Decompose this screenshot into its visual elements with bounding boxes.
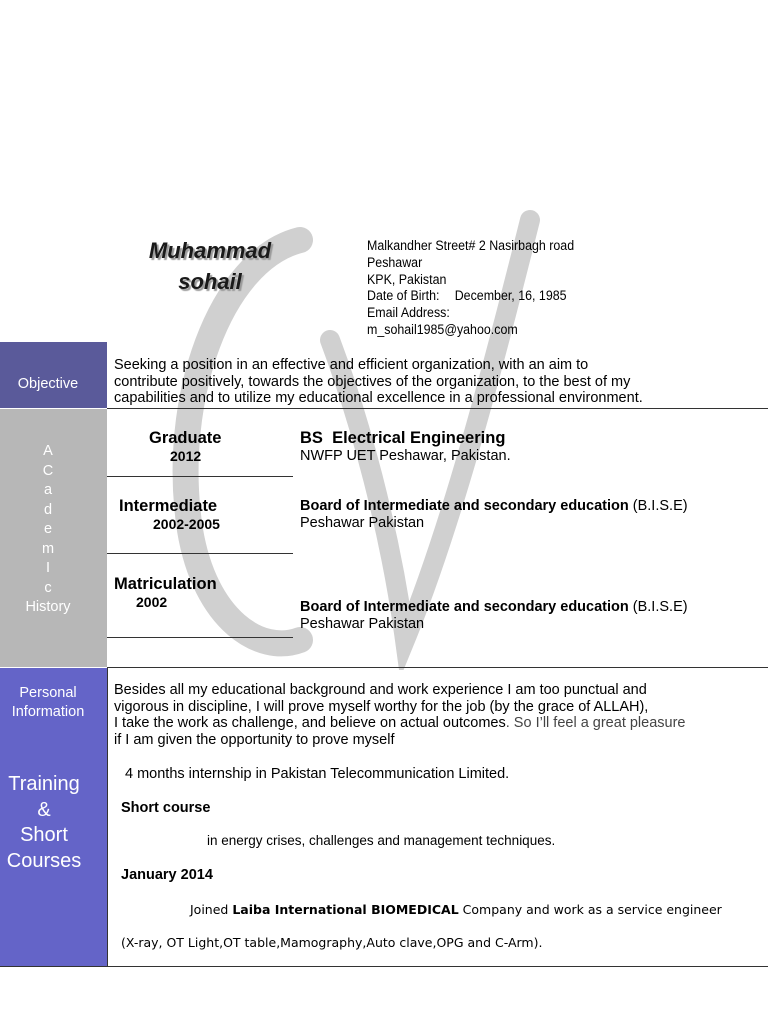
academic-letter: c [44,579,52,596]
personal-label-line-2: Information [11,704,85,720]
job-text [190,902,722,917]
objective-label: Objective [17,376,79,392]
objective-line-1: Seeking a position in an effective and efficient organization, with an aim to [114,357,589,373]
institute-intermediate: Peshawar Pakistan [300,515,425,531]
academic-letter: C [42,462,54,479]
divider [107,408,768,409]
personal-line-3b: . So I’ll feel a great pleasure [505,715,686,731]
personal-line-4: if I am given the opportunity to prove myself [114,731,395,748]
academic-letter: I [45,560,51,576]
academic-letter: d [43,501,53,518]
job-pre: Joined [190,902,233,917]
internship-text: 4 months internship in Pakistan Telecommunication Limited. [125,766,510,782]
personal-line-1: Besides all my educational background and work experience I am too punctual and [114,682,647,698]
personal-line-3a: I take the work as challenge, and believe on actual outcomes [114,715,506,731]
board-name-intermediate: Board of Intermediate and secondary education [300,498,629,514]
academic-letter: m [41,540,55,557]
job-post: Company and work as a service engineer [458,902,722,917]
personal-line-2: vigorous in discipline, I will prove myself worthy for the job (by the grace of ALLAH), [114,698,649,715]
address-line-1: Malkandher Street# 2 Nasirbagh road [367,238,575,253]
edu-level-matriculation: Matriculation [114,575,217,593]
board-abbr-intermediate: (B.I.S.E) [628,498,688,514]
objective-line-2: contribute positively, towards the objectives of the organization, to the best of my [114,373,631,390]
contact-block [367,238,574,339]
address-line-2: Peshawar [367,254,423,270]
short-course-text: in energy crises, challenges and management techniques. [207,833,556,848]
degree-matriculation [300,599,688,616]
academic-letter: a [43,482,53,498]
academic-history-label [0,442,96,618]
board-abbr-matriculation: (B.I.S.E) [628,599,688,615]
objective-text [114,357,764,407]
dob-label: Date of Birth: [367,288,440,304]
divider [107,637,293,638]
job-company: Laiba International BIOMEDICAL [232,902,459,917]
personal-info-text [114,682,764,748]
training-label [0,772,88,874]
training-label-line-1: Training [8,773,80,795]
institute-graduate: NWFP UET Peshawar, Pakistan. [300,448,511,464]
degree-intermediate [300,498,688,515]
academic-letter: A [43,443,53,459]
address-line-3: KPK, Pakistan [367,271,447,287]
email-value[interactable]: m_sohail1985@yahoo.com [367,321,518,337]
date-heading: January 2014 [121,867,213,883]
candidate-name [130,235,290,297]
training-label-line-3: Short [20,824,68,846]
sidebar-edge [107,668,108,966]
dob-value: December, 16, 1985 [454,288,567,304]
divider [107,667,768,668]
institute-matriculation: Peshawar Pakistan [300,616,425,632]
personal-label-line-1: Personal [19,685,77,701]
divider [107,553,293,554]
edu-level-graduate: Graduate [149,429,222,447]
academic-history-word: History [25,599,71,615]
dob-row [367,288,574,305]
name-first: Muhammad [148,238,272,263]
short-course-heading: Short course [121,800,211,816]
divider [0,966,768,967]
edu-year-graduate: 2012 [170,448,202,464]
board-name-matriculation: Board of Intermediate and secondary education [300,599,629,615]
degree-graduate: BS Electrical Engineering [300,429,506,447]
divider [107,476,293,477]
edu-year-matriculation: 2002 [136,594,168,610]
training-label-line-4: Courses [6,849,82,872]
academic-letter: e [43,521,53,537]
training-label-line-2: & [37,798,51,821]
personal-line-3 [114,715,764,732]
objective-line-3: capabilities and to utilize my educational excellence in a professional environment. [114,390,643,406]
edu-year-intermediate: 2002-2005 [153,516,220,532]
equipment-text: (X-ray, OT Light,OT table,Mamography,Auto clave,OPG and C-Arm). [121,935,543,950]
edu-level-intermediate: Intermediate [119,497,218,515]
personal-info-label [0,684,96,722]
email-label: Email Address: [367,305,450,321]
name-last: sohail [178,269,242,294]
